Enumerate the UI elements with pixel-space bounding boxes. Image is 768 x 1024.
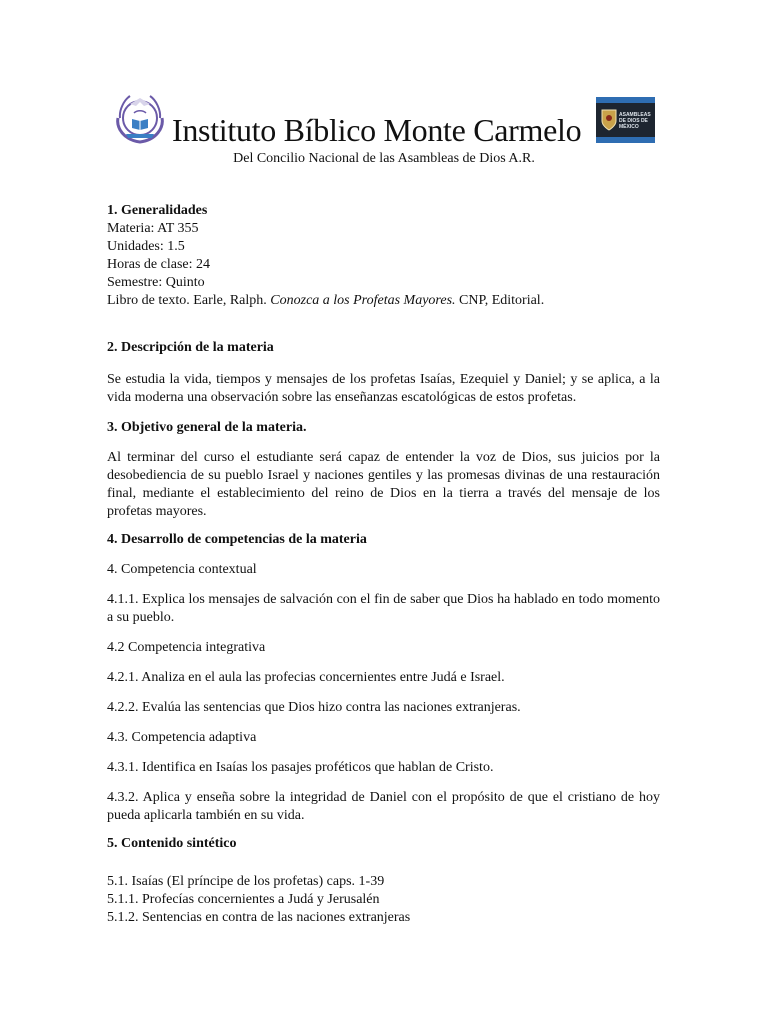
competencia-item: 4.3.2. Aplica y enseña sobre la integridad de Daniel con el propósito de que el cristiano de hoy pueda aplicarla también en su vida. xyxy=(107,790,660,823)
section-5-heading: 5. Contenido sintético xyxy=(107,836,237,851)
competencia-item: 4. Competencia contextual xyxy=(107,562,257,577)
libro-line xyxy=(107,292,660,310)
contenido-item: 5.1. Isaías (El príncipe de los profetas) caps. 1-39 xyxy=(107,874,385,889)
libro-prefix: Libro de texto. Earle, Ralph. xyxy=(107,293,271,308)
competencia-item: 4.2 Competencia integrativa xyxy=(107,640,266,655)
institute-subtitle: Del Concilio Nacional de las Asambleas de Dios A.R. xyxy=(233,151,535,166)
horas-line: Horas de clase: 24 xyxy=(107,257,211,272)
institute-logo-icon xyxy=(110,88,170,146)
competencia-item: 4.1.1. Explica los mensajes de salvación con el fin de saber que Dios ha hablado en todo momento a su pueblo. xyxy=(107,592,660,625)
competencia-item: 4.3.1. Identifica en Isaías los pasajes proféticos que hablan de Cristo. xyxy=(107,760,494,775)
document-body xyxy=(107,202,660,927)
libro-suffix: CNP, Editorial. xyxy=(455,293,545,308)
materia-line: Materia: AT 355 xyxy=(107,221,199,236)
shield-icon xyxy=(601,109,617,131)
asambleas-logo-text: ASAMBLEAS DE DIOS DE MÉXICO xyxy=(619,112,651,130)
logo-stripe-bottom xyxy=(596,137,655,143)
section-1-heading: 1. Generalidades xyxy=(107,203,208,218)
institute-title: Instituto Bíblico Monte Carmelo xyxy=(172,112,582,148)
section-2-body: Se estudia la vida, tiempos y mensajes de los profetas Isaías, Ezequiel y Daniel; y se aplica, a la vida moderna una observación sobre las enseñanzas escatológicas de estos profetas. xyxy=(107,372,660,405)
competencia-item: 4.2.1. Analiza en el aula las profecias concernientes entre Judá e Israel. xyxy=(107,670,505,685)
section-2-heading: 2. Descripción de la materia xyxy=(107,340,274,355)
section-3-body: Al terminar del curso el estudiante será capaz de entender la voz de Dios, sus juicios por la desobediencia de su pueblo Israel y naciones gentiles y las promesas divinas de una restauración final, mediante el establecimiento del reino de Dios en la tierra a través del mensaje de los profetas mayores. xyxy=(107,450,660,519)
libro-title: Conozca a los Profetas Mayores. xyxy=(270,293,456,308)
semestre-line: Semestre: Quinto xyxy=(107,275,205,290)
asambleas-logo xyxy=(596,97,655,143)
competencia-item: 4.3. Competencia adaptiva xyxy=(107,730,257,745)
section-3-heading: 3. Objetivo general de la materia. xyxy=(107,420,307,435)
section-4-heading: 4. Desarrollo de competencias de la materia xyxy=(107,532,367,547)
competencia-item: 4.2.2. Evalúa las sentencias que Dios hizo contra las naciones extranjeras. xyxy=(107,700,521,715)
contenido-item: 5.1.1. Profecías concernientes a Judá y Jerusalén xyxy=(107,892,380,907)
contenido-item: 5.1.2. Sentencias en contra de las naciones extranjeras xyxy=(107,910,411,925)
logo-stripe-top xyxy=(596,97,655,103)
unidades-line: Unidades: 1.5 xyxy=(107,239,185,254)
